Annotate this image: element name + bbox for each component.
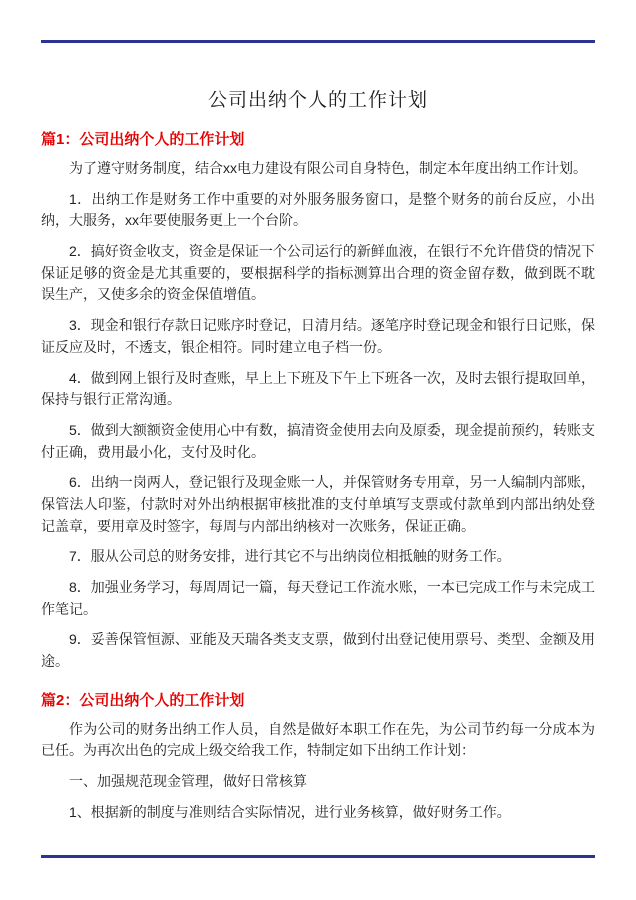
section-1-paragraph: 3．现金和银行存款日记账序时登记，日清月结。逐笔序时登记现金和银行日记账，保证反应及时，不透支，银企相符。同时建立电子档一份。 — [41, 317, 595, 355]
section-1-paragraph: 8．加强业务学习，每周周记一篇，每天登记工作流水账，一本已完成工作与未完成工作笔记。 — [41, 579, 595, 617]
section-1-paragraph: 7．服从公司总的财务安排，进行其它不与出纳岗位相抵触的财务工作。 — [69, 548, 511, 565]
section-1-heading: 篇1：公司出纳个人的工作计划 — [41, 131, 245, 148]
section-2-paragraph: 作为公司的财务出纳工作人员，自然是做好本职工作在先，为公司节约每一分成本为已任。为再次出色的完成上级交给我工作，特制定如下出纳工作计划： — [41, 720, 595, 759]
document-title: 公司出纳个人的工作计划 — [207, 90, 428, 111]
section-2-paragraph: 1、根据新的制度与准则结合实际情况，进行业务核算，做好财务工作。 — [69, 803, 511, 820]
section-1-paragraph: 1．出纳工作是财务工作中重要的对外服务服务窗口，是整个财务的前台反应，小出纳，大服务，xx年要使服务更上一个台阶。 — [41, 190, 595, 229]
section-1-paragraph: 5．做到大额额资金使用心中有数，搞清资金使用去向及原委，现金提前预约，转账支付正确，费用最小化，支付及时化。 — [41, 421, 595, 460]
section-2-paragraph: 一、加强规范现金管理，做好日常核算 — [69, 773, 307, 790]
section-1-paragraph: 6．出纳一岗两人，登记银行及现金账一人，并保管财务专用章，另一人编制内部账，保管法人印鉴，付款时对外出纳根据审核批准的支付单填写支票或付款单到内部出纳处登记盖章，要用章及时签字，每周与内部出纳核对一次账务，保证正确。 — [41, 474, 595, 534]
section-1-paragraph: 9．妥善保管恒源、亚能及天瑞各类支支票，做到付出登记使用票号、类型、金额及用途。 — [41, 631, 595, 670]
section-2-heading: 篇2：公司出纳个人的工作计划 — [41, 691, 245, 709]
top-divider-rule — [41, 40, 595, 43]
bottom-divider-rule — [41, 855, 595, 858]
section-1-paragraph: 2．搞好资金收支，资金是保证一个公司运行的新鲜血液，在银行不允许借贷的情况下保证足够的资金是尤其重要的，要根据科学的指标测算出合理的资金留存数，做到既不耽误生产，又使多余的资金保值增值。 — [41, 243, 595, 303]
section-1-paragraph: 4．做到网上银行及时查账，早上上下班及下午上下班各一次，及时去银行提取回单，保持与银行正常沟通。 — [41, 369, 595, 408]
section-1-paragraph: 为了遵守财务制度，结合xx电力建设有限公司自身特色，制定本年度出纳工作计划。 — [69, 160, 587, 176]
